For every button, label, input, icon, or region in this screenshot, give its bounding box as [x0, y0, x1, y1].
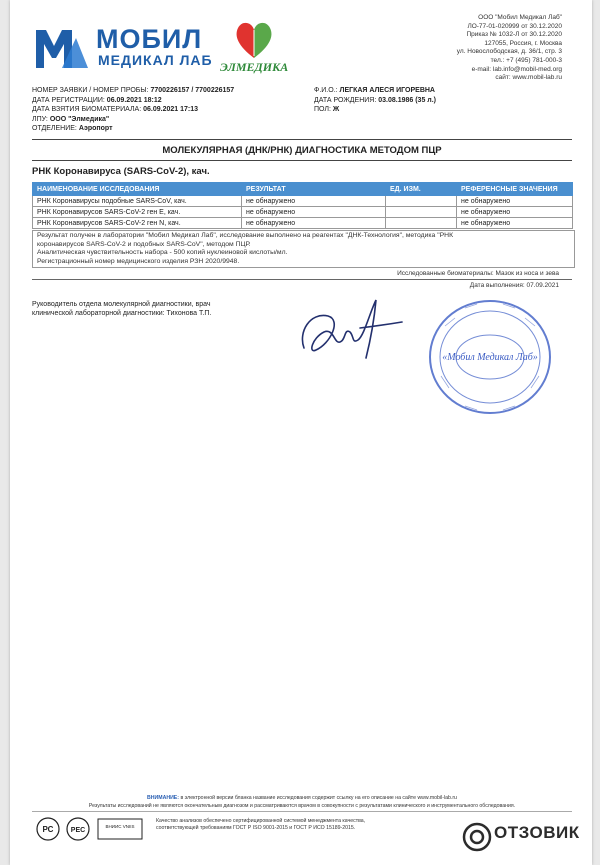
report-subtitle: РНК Коронавируса (SARS-CoV-2), кач.: [32, 166, 210, 177]
cert-label: ВНИИС VNIIS: [105, 824, 135, 829]
col-unit-header: ЕД. ИЗМ.: [386, 183, 457, 196]
company-line: сайт: www.mobil-lab.ru: [495, 74, 562, 82]
reg-label: ДАТА РЕГИСТРАЦИИ:: [32, 96, 105, 104]
dob-value: 03.08.1986 (35 л.): [378, 96, 437, 104]
test-unit: [386, 207, 457, 218]
table-header-row: [33, 183, 573, 196]
stamp-label: «Мобил Медикал Лаб»: [442, 352, 538, 363]
seal-stamp-icon: [425, 296, 555, 423]
warning-label: ВНИМАНИЕ:: [147, 795, 179, 801]
fio-value: ЛЕГКАЯ АЛЕСЯ ИГОРЕВНА: [339, 87, 435, 94]
table-row: [33, 207, 573, 218]
sample-label: ДАТА ВЗЯТИЯ БИОМАТЕРИАЛА:: [32, 106, 142, 113]
quality-line: Качество анализов обеспечено сертифицированной системой менеджмента качества,: [156, 818, 366, 824]
test-name: РНК Коронавирусы подобные SARS-CoV, кач.: [33, 196, 242, 207]
col-result-header: РЕЗУЛЬТАТ: [242, 183, 386, 196]
brand-subname: МЕДИКАЛ ЛАБ: [98, 52, 213, 68]
test-result: не обнаружено: [242, 196, 386, 207]
divider: [32, 160, 572, 161]
mobil-logo-icon: [32, 24, 92, 74]
partner-name: ЭЛМЕДИКА: [220, 60, 289, 74]
test-result: не обнаружено: [242, 218, 386, 229]
divider: [32, 139, 572, 140]
signatory-line: Руководитель отдела молекулярной диагностики, врач: [32, 301, 211, 308]
lpu-value: ООО "Элмедика": [49, 115, 110, 123]
note-line: Регистрационный номер медицинского изделия РЗН 2020/9948.: [37, 257, 240, 265]
note-line: Результат получен в лаборатории "Мобил Медикал Лаб", исследование выполнено на реагентах "ДНК-Технология", методика "РНК: [37, 232, 454, 239]
sex-label: ПОЛ:: [314, 106, 331, 113]
company-line: Приказ № 1032-Л от 30.12.2020: [466, 31, 562, 39]
watermark-text: ОТЗОВИК: [494, 823, 580, 842]
report-sheet: [10, 0, 592, 865]
svg-text:РС: РС: [42, 825, 54, 834]
col-ref-header: РЕФЕРЕНСНЫЕ ЗНАЧЕНИЯ: [457, 183, 573, 196]
dob-label: ДАТА РОЖДЕНИЯ:: [314, 96, 377, 104]
col-name-header: НАИМЕНОВАНИЕ ИССЛЕДОВАНИЯ: [33, 183, 242, 196]
test-name: РНК Коронавирусов SARS-CoV-2 ген E, кач.: [33, 207, 242, 218]
otzovik-logo-icon: [462, 822, 492, 857]
divider: [32, 811, 572, 812]
note-line: Аналитическая чувствительность набора - 500 копий нуклеиновой кислоты/мл.: [37, 249, 288, 257]
lpu-label: ЛПУ:: [32, 115, 48, 123]
table-row: [33, 196, 573, 207]
test-ref: не обнаружено: [457, 207, 573, 218]
reg-value: 06.09.2021 18:12: [106, 96, 162, 104]
leaf-heart-icon: [232, 18, 276, 65]
signature-icon: [290, 292, 410, 377]
quality-statement: [156, 818, 365, 832]
signatory: [32, 300, 211, 318]
report-title: МОЛЕКУЛЯРНАЯ (ДНК/РНК) ДИАГНОСТИКА МЕТОДОМ ПЦР: [162, 145, 442, 156]
sex-value: Ж: [332, 106, 340, 113]
footer-disclaimer: Результаты исследований не являются окончательным диагнозом и рассматриваются врачом в совокупности с результатами клинического и инструментального обследования.: [88, 803, 516, 809]
order-label: НОМЕР ЗАЯВКИ / НОМЕР ПРОБЫ:: [32, 87, 149, 94]
results-table: [32, 182, 573, 229]
divider: [32, 279, 572, 280]
completion-date: Дата выполнения: 07.09.2021: [469, 282, 559, 289]
patient-header: [32, 86, 572, 134]
company-line: тел.: +7 (495) 781-000-3: [490, 56, 562, 64]
sample-value: 06.09.2021 17:13: [143, 106, 199, 113]
test-unit: [386, 218, 457, 229]
warning-text: в электронной версии бланка название исследования содержит ссылку на его описание на сайте www.mobil-lab.ru: [180, 795, 457, 801]
footer-warning: [32, 795, 572, 801]
method-note: [32, 230, 575, 268]
test-result: не обнаружено: [242, 207, 386, 218]
signatory-line: клинической лабораторной диагностики: Тихонова Т.П.: [32, 310, 212, 317]
fio-label: Ф.И.О.:: [314, 87, 338, 94]
table-row: [33, 218, 573, 229]
company-line: e-mail: lab.info@mobil-med.org: [471, 65, 562, 73]
biomaterial-info: Исследованные биоматериалы: Мазок из носа и зева: [397, 270, 559, 277]
test-name: РНК Коронавирусов SARS-CoV-2 ген N, кач.: [33, 218, 242, 229]
company-line: ООО "Мобил Медикал Лаб": [478, 14, 562, 21]
order-value: 7700226157 / 7700226157: [150, 87, 235, 94]
test-ref: не обнаружено: [457, 218, 573, 229]
company-line: ул. Новослободская, д. 36/1, стр. 3: [456, 48, 562, 56]
cert-logos: [36, 816, 146, 847]
note-line: коронавирусов SARS-CoV-2 и подобных SARS-CoV", методом ПЦР.: [37, 240, 251, 248]
test-unit: [386, 196, 457, 207]
dept-label: ОТДЕЛЕНИЕ:: [32, 125, 77, 132]
brand-name: МОБИЛ: [96, 24, 203, 54]
quality-line: соответствующей требованиям ГОСТ Р ISO 9001-2015 и ГОСТ Р ИСО 15189-2015.: [156, 825, 356, 831]
svg-text:РЕС: РЕС: [70, 827, 86, 834]
company-line: ЛО-77-01-020999 от 30.12.2020: [467, 22, 562, 30]
test-ref: не обнаружено: [457, 196, 573, 207]
company-info: [457, 14, 562, 83]
company-line: 127055, Россия, г. Москва: [484, 39, 562, 47]
dept-value: Аэропорт: [78, 125, 113, 132]
